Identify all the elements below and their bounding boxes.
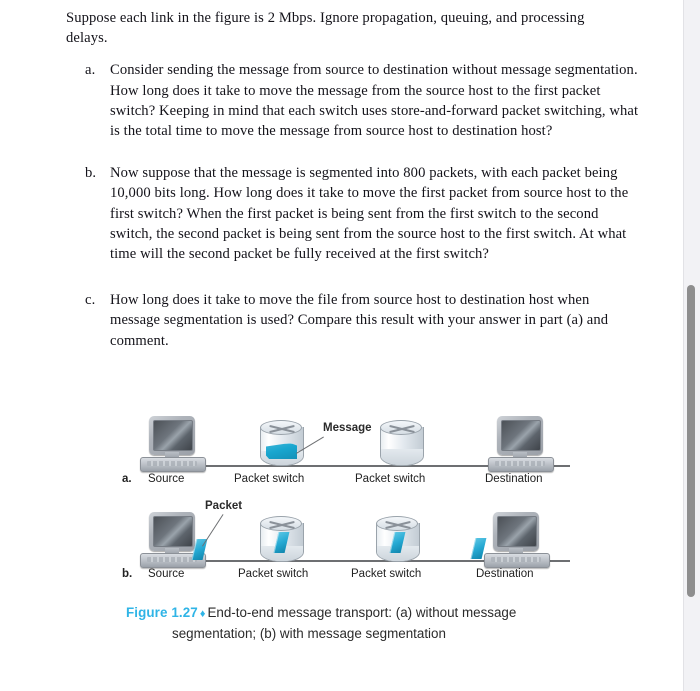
screen-icon [153,516,193,547]
computer-destination-b [484,512,550,568]
monitor-icon [149,416,195,455]
switch-x-icon [269,520,295,530]
question-body [66,8,639,373]
packet-switch-2-b [376,516,418,566]
packet-switch-1-b [260,516,302,566]
lead-paragraph: Suppose each link in the figure is 2 Mbps. Ignore propagation, queuing, and processing delays. [66,10,585,47]
monitor-icon [149,512,195,551]
switch-top-icon [260,420,302,435]
computer-destination-a [488,416,554,472]
switch-x-icon [389,424,415,434]
label-destination-a: Destination [485,473,543,485]
switch-x-icon [269,424,295,434]
annotation-packet: Packet [205,500,243,512]
question-part-a [66,60,640,141]
part-b-marker: b. [85,165,97,182]
figure-row-b [118,502,588,582]
part-b-text: Now suppose that the message is segmented into 800 packets, with each packet being 10,000 bits long. How long does it take to move the first packet from source host to the first switch? When the first packet is being sent from the first switch to the second switch, the second packet is being sent from the source host to the first switch. At what time will the second packet be fully received at the first switch? [110,165,629,263]
part-a-text: Consider sending the message from source to destination without message segmentation. How long does it take to move the message from the source host to the first packet switch? Keeping in mind that each switch uses store-and-forward packet switching, what is the total time to move the message from source host to destination host? [110,62,639,140]
part-a-marker: a. [85,62,96,79]
question-parts-list [66,60,639,350]
row-b-marker: b. [122,568,133,580]
figure-number: Figure 1.27 [126,605,198,620]
label-source-b: Source [148,568,185,580]
keyboard-icon [484,553,550,568]
monitor-icon [493,512,539,551]
switch-top-icon [260,516,302,531]
label-packet-switch-2-a: Packet switch [355,473,426,485]
label-packet-switch-1-a: Packet switch [234,473,305,485]
label-source-a: Source [148,473,185,485]
switch-fill [381,449,423,465]
row-a-marker: a. [122,473,132,485]
monitor-icon [497,416,543,455]
keyboard-icon [140,457,206,472]
page-scrollbar-thumb[interactable] [687,285,695,597]
switch-top-icon [380,420,422,435]
diamond-icon: ♦ [199,608,206,620]
label-destination-b: Destination [476,568,534,580]
figure-caption-line2: segmentation; (b) with message segmentation [172,626,446,641]
computer-source-a [140,416,206,472]
packet-switch-2-a [380,420,422,470]
question-part-c [66,290,640,351]
annotation-message: Message [323,422,372,434]
label-packet-switch-2-b: Packet switch [351,568,422,580]
figure-caption [126,603,596,643]
part-c-marker: c. [85,292,96,309]
screen-icon [497,516,537,547]
screen-icon [501,420,541,451]
figure-caption-line1: End-to-end message transport: (a) without message [207,605,517,620]
question-part-b [66,163,640,264]
message-block-icon [266,443,297,459]
keyboard-icon [488,457,554,472]
screen-icon [153,420,193,451]
figure-row-a [118,404,588,484]
label-packet-switch-1-b: Packet switch [238,568,309,580]
packet-switch-1-a [260,420,302,470]
switch-top-icon [376,516,418,531]
page-scrollbar-track[interactable] [683,0,700,691]
part-c-text: How long does it take to move the file from source host to destination host when message segmentation is used? Compare this result with your answer in part (a) and comment. [110,292,609,349]
switch-x-icon [385,520,411,530]
